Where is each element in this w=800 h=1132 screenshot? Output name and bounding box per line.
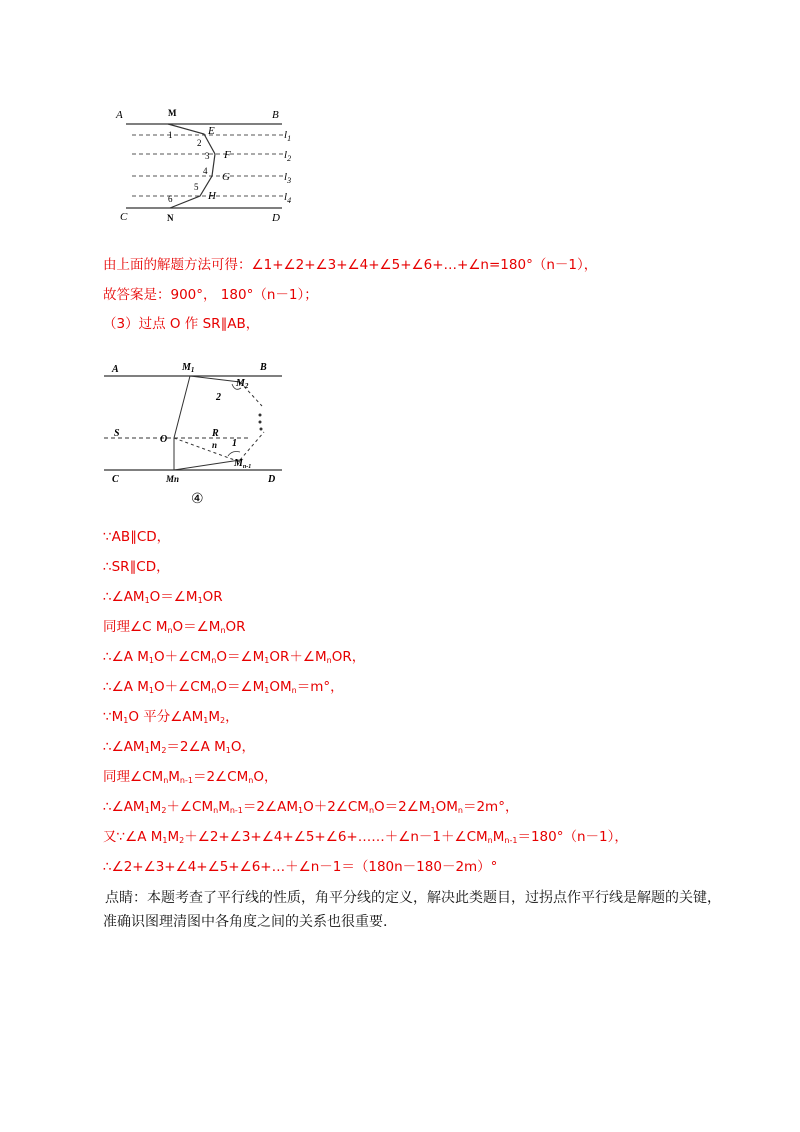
answer-line: 故答案是：900°， 180°（n－1）； (103, 287, 318, 303)
point-h-label: H (208, 190, 216, 202)
result-line: 由上面的解题方法可得：∠1+∠2+∠3+∠4+∠5+∠6+…+∠n=180°（n－1）， (103, 257, 598, 273)
point-c-label: C (120, 211, 128, 223)
point-mn-1-label: $M_{n-1}$ (234, 458, 252, 470)
line-l4-label: $l_4$ (284, 191, 292, 205)
proof-line-4: 同理∠C $M_nO=\angle M_nOR$ (103, 619, 246, 635)
point-g-label: G (222, 171, 230, 183)
proof-line-9: 同理$\angle CM_nM_{n-1}=2\angle CM_nO$， (103, 769, 278, 785)
point-m-label: M (168, 108, 177, 118)
figure-parallel-lines-1 (112, 104, 302, 224)
proof-line-7: $\because M_1O$ 平分$\angle AM_1M_2$， (103, 709, 239, 725)
proof-line-6: ∴∠A $M_1O+\angle CM_nO=\angle M_1OM_n=m^\circ$， (103, 679, 344, 695)
line-l3-label: $l_3$ (284, 171, 292, 185)
proof-line-8: $\therefore\angle AM_1M_2=2\angle A$ $M_1O$， (103, 739, 256, 755)
point-e-label: E (208, 125, 215, 137)
point-n-label: N (167, 213, 174, 223)
point-c-label: C (112, 474, 119, 485)
point-a-label: A (116, 109, 123, 121)
point-d-label: D (272, 212, 280, 224)
proof-line-1: ∵AB∥CD， (103, 529, 171, 545)
proof-line-10: $\therefore\angle AM_1M_2+\angle CM_nM_{n-1}=2\angle AM_1O+2\angle CM_nO=2\angle M_1OM_n=2m^\circ$， (103, 799, 519, 815)
line-l2-label: $l_2$ (284, 149, 292, 163)
point-f-label: F (224, 149, 231, 161)
point-m1-label: $M_1$ (182, 362, 195, 374)
proof-line-11: 又∵∠A $M_1M_2+\angle 2+\angle 3+\angle 4+\angle 5+\angle 6+\dots\dots+\angle n-1+\angle CM_nM_{n-1}=180^\circ(n-1)$， (103, 829, 628, 845)
point-b-label: B (272, 109, 279, 121)
angle-4-label: 4 (203, 166, 208, 176)
part3-intro-line: （3）过点 O 作 SR∥AB， (103, 316, 260, 332)
angle-1-label: 1 (232, 438, 237, 449)
line-l1-label: $l_1$ (284, 129, 292, 143)
point-o-label: O (160, 434, 168, 445)
point-n-label: n (212, 440, 218, 450)
point-b-label: B (260, 362, 267, 373)
angle-6-label: 6 (168, 194, 173, 204)
angle-2-label: 2 (197, 138, 202, 148)
proof-line-3: $\therefore\angle AM_1O=\angle M_1OR$ (103, 589, 223, 605)
figure-parallel-lines-2 (100, 352, 290, 512)
proof-line-12: ∴∠2+∠3+∠4+∠5+∠6+…＋∠n－1＝（180n－180－2m）° (103, 859, 498, 875)
proof-line-5: ∴∠A $M_1O+\angle CM_nO=\angle M_1OR+\angle M_nOR$， (103, 649, 366, 665)
point-d-label: D (268, 474, 276, 485)
angle-2-label: 2 (216, 392, 221, 403)
point-a-label: A (112, 364, 119, 375)
angle-3-label: 3 (205, 151, 210, 161)
proof-line-2: ∴SR∥CD， (103, 559, 170, 575)
point-r-label: R (212, 428, 219, 439)
key-point-note: 点睛：本题考查了平行线的性质，角平分线的定义，解决此类题目，过拐点作平行线是解题的关键，准确识图理清图中各角度之间的关系也很重要. (103, 890, 721, 930)
figure-caption: ④ (191, 492, 204, 507)
point-m2-label: $M_2$ (236, 378, 249, 390)
angle-5-label: 5 (194, 182, 199, 192)
angle-1-label: 1 (168, 130, 173, 140)
point-mn-label: Mn (166, 474, 180, 484)
point-s-label: S (114, 428, 120, 439)
